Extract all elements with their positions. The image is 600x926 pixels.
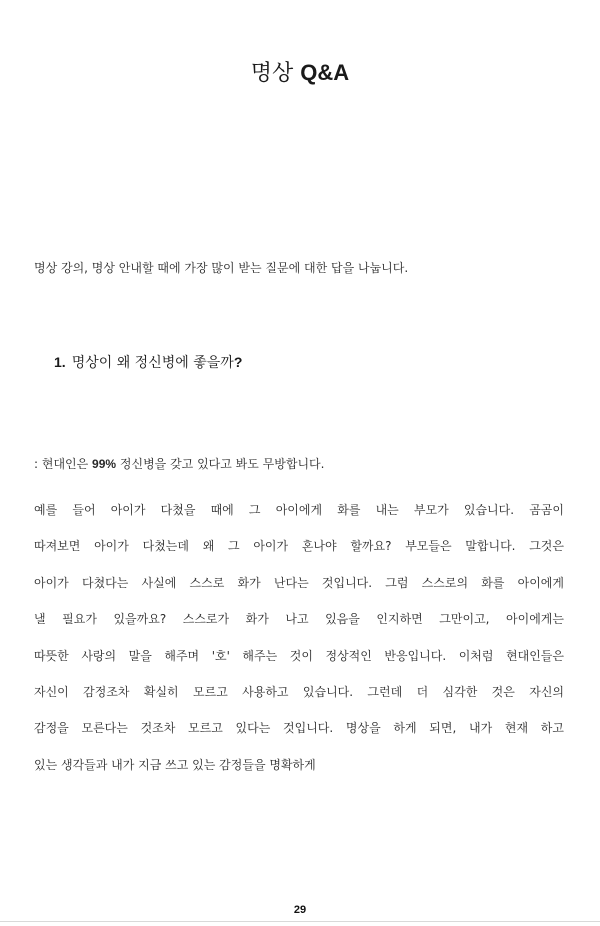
- body-line: 예를 들어 아이가 다쳤을 때에 그 아이에게 화를 내는 부모가 있습니다. 곰곰이: [34, 503, 564, 517]
- title-main: 명상: [250, 61, 301, 86]
- answer-lead-prefix: : 현대인은: [34, 457, 93, 471]
- page-title: [0, 56, 600, 87]
- bottom-divider: [0, 921, 600, 922]
- title-bold: Q&A: [300, 60, 350, 85]
- question-text: 명상이 왜 정신병에 좋을까: [71, 355, 234, 371]
- body-line: 있는 생각들과 내가 지금 쓰고 있는 감정들을 명확하게: [34, 757, 316, 772]
- body-line: 자신이 감정조차 확실히 모르고 사용하고 있습니다. 그런데 더 심각한 것은 자신의: [34, 684, 564, 699]
- question-mark: ?: [233, 354, 243, 370]
- page-number: 29: [293, 904, 307, 916]
- body-line: 따져보면 아이가 다쳤는데 왜 그 아이가 혼나야 할까요? 부모들은 말합니다. 그것은: [34, 539, 564, 554]
- answer-lead: [34, 455, 324, 472]
- body-line: 따뜻한 사랑의 말을 해주며 '호' 해주는 것이 정상적인 반응입니다. 이처럼 현대인들은: [34, 648, 564, 663]
- body-line: 감정을 모른다는 것조차 모르고 있다는 것입니다. 명상을 하게 되면, 내가 현재 하고: [34, 721, 564, 736]
- answer-lead-bold: 99%: [92, 457, 117, 471]
- answer-lead-suffix: 정신병을 갖고 있다고 봐도 무방합니다.: [116, 457, 325, 471]
- body-line: 낼 필요가 있을까요? 스스로가 화가 나고 있음을 인지하면 그만이고, 아이에게는: [34, 612, 564, 627]
- body-line: 아이가 다쳤다는 사실에 스스로 화가 난다는 것입니다. 그럼 스스로의 화를 아이에게: [34, 575, 564, 590]
- intro-paragraph: 명상 강의, 명상 안내할 때에 가장 많이 받는 질문에 대한 답을 나눕니다.: [34, 261, 409, 275]
- question-number: 1.: [54, 354, 66, 370]
- question-heading: [54, 352, 242, 372]
- answer-body: [34, 500, 564, 791]
